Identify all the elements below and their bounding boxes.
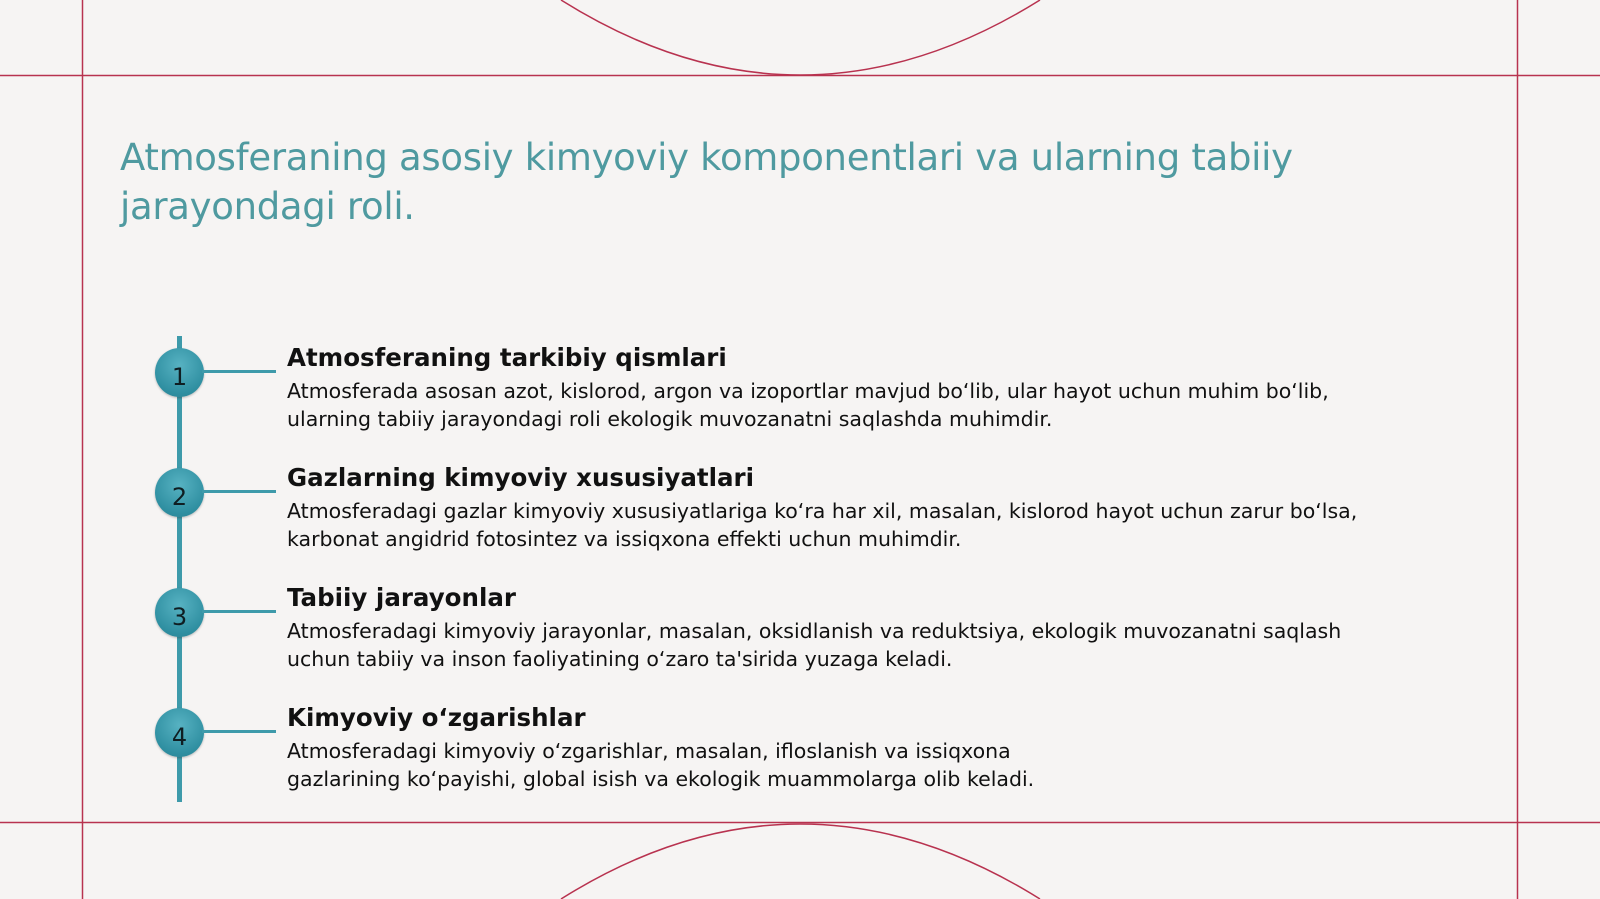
step-description-line-1: Atmosferada asosan azot, kislorod, argon va izoportlar mavjud bo‘lib, ular hayot uchun muhim bo‘lib,: [287, 379, 1329, 403]
step-connector-line: [202, 370, 276, 373]
step-description-line-2: karbonat angidrid fotosintez va issiqxona effekti uchun muhimdir.: [287, 527, 962, 551]
step-title: Atmosferaning tarkibiy qismlari: [287, 343, 727, 372]
step-title: Tabiiy jarayonlar: [287, 583, 516, 612]
step-number: 3: [171, 602, 188, 631]
step-number-badge: [155, 708, 204, 757]
step-connector-line: [202, 730, 276, 733]
step-number-badge: [155, 468, 204, 517]
step-number-badge: [155, 588, 204, 637]
step-connector-line: [202, 490, 276, 493]
step-title: Gazlarning kimyoviy xususiyatlari: [287, 463, 755, 492]
step-connector-line: [202, 610, 276, 613]
step-title: Kimyoviy o‘zgarishlar: [287, 703, 586, 732]
slide-title: Atmosferaning asosiy kimyoviy komponentlari va ularning tabiiy jarayondagi roli.: [120, 136, 1293, 228]
step-description-line-1: Atmosferadagi kimyoviy o‘zgarishlar, masalan, ifloslanish va issiqxona: [287, 739, 1011, 763]
step-number: 4: [171, 722, 188, 751]
step-number-badge: [155, 348, 204, 397]
step-description-line-1: Atmosferadagi gazlar kimyoviy xususiyatlariga ko‘ra har xil, masalan, kislorod hayot uchun zarur bo‘lsa,: [287, 499, 1358, 523]
step-description-line-2: gazlarining ko‘payishi, global isish va ekologik muammolarga olib keladi.: [287, 767, 1035, 791]
step-number: 2: [171, 482, 188, 511]
step-number: 1: [171, 362, 188, 391]
step-description-line-2: uchun tabiiy va inson faoliyatining o‘zaro ta'sirida yuzaga keladi.: [287, 647, 953, 671]
step-description-line-2: ularning tabiiy jarayondagi roli ekologik muvozanatni saqlashda muhimdir.: [287, 407, 1053, 431]
step-description-line-1: Atmosferadagi kimyoviy jarayonlar, masalan, oksidlanish va reduktsiya, ekologik muvozanatni saqlash: [287, 619, 1342, 643]
